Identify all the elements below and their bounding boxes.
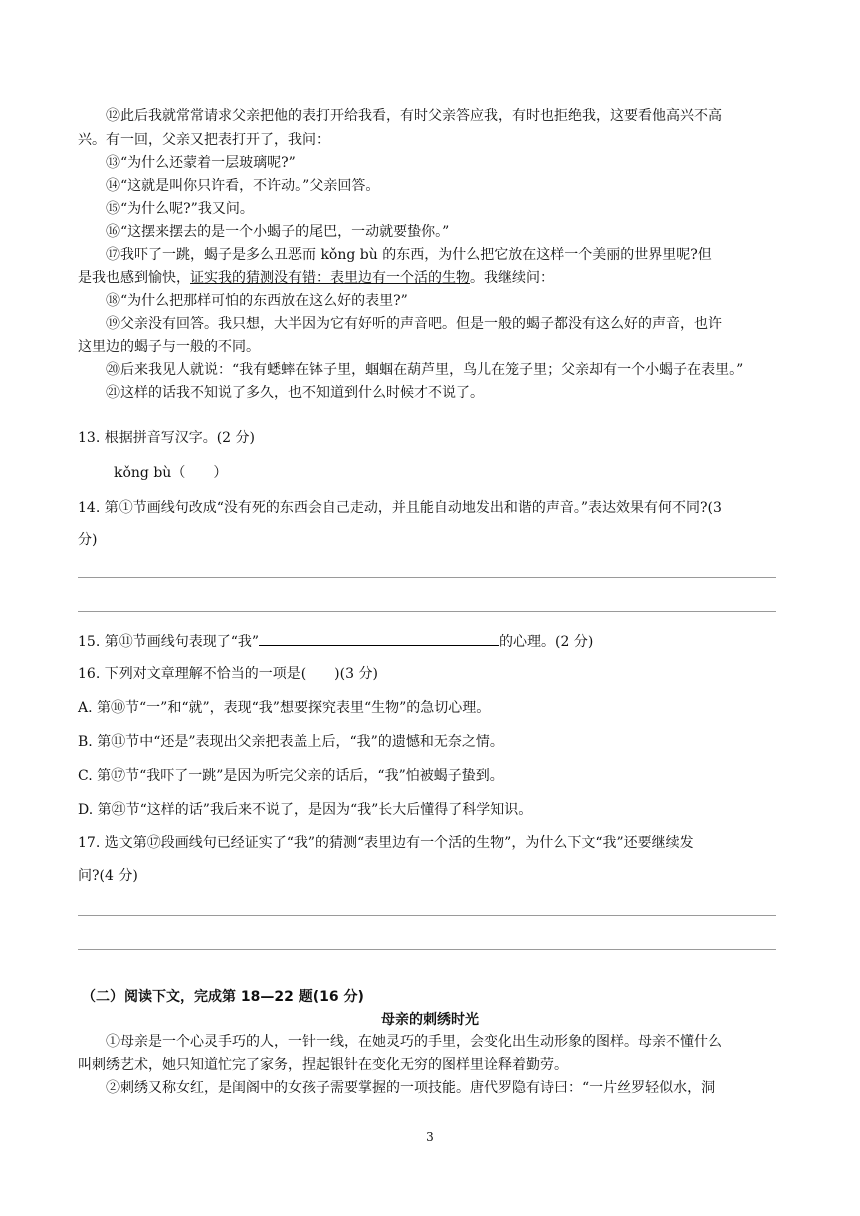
option-b: B. 第⑪节中“还是”表现出父亲把表盖上后，“我”的遗憾和无奈之情。 xyxy=(78,734,504,750)
para-1-line-1: ①母亲是一个心灵手巧的人，一针一线，在她灵巧的手里，会变化出生动形象的图样。母亲不懂什么 xyxy=(106,1034,722,1050)
question-17-line-1: 17. 选文第⑰段画线句已经证实了“我”的猜测“表里边有一个活的生物”，为什么下文“我”还要继续发 xyxy=(78,835,694,851)
para-14: ⑭“这就是叫你只许看，不许动。”父亲回答。 xyxy=(106,178,380,194)
answer-line[interactable] xyxy=(78,915,776,916)
question-17-line-2: 问?(4 分) xyxy=(78,868,138,884)
para-21: ㉑这样的话我不知说了多久，也不知道到什么时候才不说了。 xyxy=(106,385,484,401)
question-16: 16. 下列对文章理解不恰当的一项是( )(3 分) xyxy=(78,666,378,682)
underlined-sentence: 证实我的猜测没有错：表里边有一个活的生物 xyxy=(190,270,470,286)
para-16: ⑯“这摆来摆去的是一个小蝎子的尾巴，一动就要蛰你。” xyxy=(106,224,450,240)
answer-line[interactable] xyxy=(78,611,776,612)
para-13: ⑬“为什么还蒙着一层玻璃呢?” xyxy=(106,155,296,171)
question-13: 13. 根据拼音写汉字。(2 分) xyxy=(78,430,255,446)
para-17-line-1: ⑰我吓了一跳，蝎子是多么丑恶而 kǒng bù 的东西，为什么把它放在这样一个美丽的世界里呢?但 xyxy=(106,247,712,263)
question-15: 15. 第⑪节画线句表现了“我” 的心理。(2 分) xyxy=(78,631,778,653)
option-d: D. 第㉑节“这样的话”我后来不说了，是因为“我”长大后懂得了科学知识。 xyxy=(78,802,533,818)
para-18: ⑱“为什么把那样可怕的东西放在这么好的表里?” xyxy=(106,293,408,309)
para-19-line-2: 这里边的蝎子与一般的不同。 xyxy=(78,339,260,355)
answer-line[interactable] xyxy=(78,577,776,578)
section-heading: （二）阅读下文，完成第 18—22 题(16 分) xyxy=(82,989,364,1005)
page-number: 3 xyxy=(426,1130,434,1144)
para-15: ⑮“为什么呢?”我又问。 xyxy=(106,201,254,217)
question-14-line-2: 分) xyxy=(78,532,98,548)
para-17-line-2: 是我也感到愉快，证实我的猜测没有错：表里边有一个活的生物。我继续问： xyxy=(78,270,554,286)
answer-blank[interactable] xyxy=(259,631,499,646)
question-13-pinyin: kǒng bù（ ） xyxy=(114,465,228,481)
option-a: A. 第⑩节“一”和“就”，表现“我”想要探究表里“生物”的急切心理。 xyxy=(78,700,491,716)
passage-title: 母亲的刺绣时光 xyxy=(381,1012,479,1028)
option-c: C. 第⑰节“我吓了一跳”是因为听完父亲的话后，“我”怕被蝎子蛰到。 xyxy=(78,768,504,784)
para-12-line-1: ⑫此后我就常常请求父亲把他的表打开给我看，有时父亲答应我，有时也拒绝我，这要看他高兴不高 xyxy=(106,108,722,124)
question-14-line-1: 14. 第①节画线句改成“没有死的东西会自己走动，并且能自动地发出和谐的声音。”表达效果有何不同?(3 xyxy=(78,500,722,516)
answer-line[interactable] xyxy=(78,949,776,950)
para-1-line-2: 叫刺绣艺术，她只知道忙完了家务，捏起银针在变化无穷的图样里诠释着勤劳。 xyxy=(78,1057,568,1073)
para-2-line-1: ②刺绣又称女红，是闺阁中的女孩子需要掌握的一项技能。唐代罗隐有诗曰：“一片丝罗轻似水，洞 xyxy=(106,1080,716,1096)
para-20: ⑳后来我见人就说：“我有蟋蟀在钵子里，蝈蝈在葫芦里，鸟儿在笼子里；父亲却有一个小蝎子在表里。” xyxy=(106,362,744,378)
para-19-line-1: ⑲父亲没有回答。我只想，大半因为它有好听的声音吧。但是一般的蝎子都没有这么好的声音，也许 xyxy=(106,316,722,332)
para-12-line-2: 兴。有一回，父亲又把表打开了，我问： xyxy=(78,132,330,148)
